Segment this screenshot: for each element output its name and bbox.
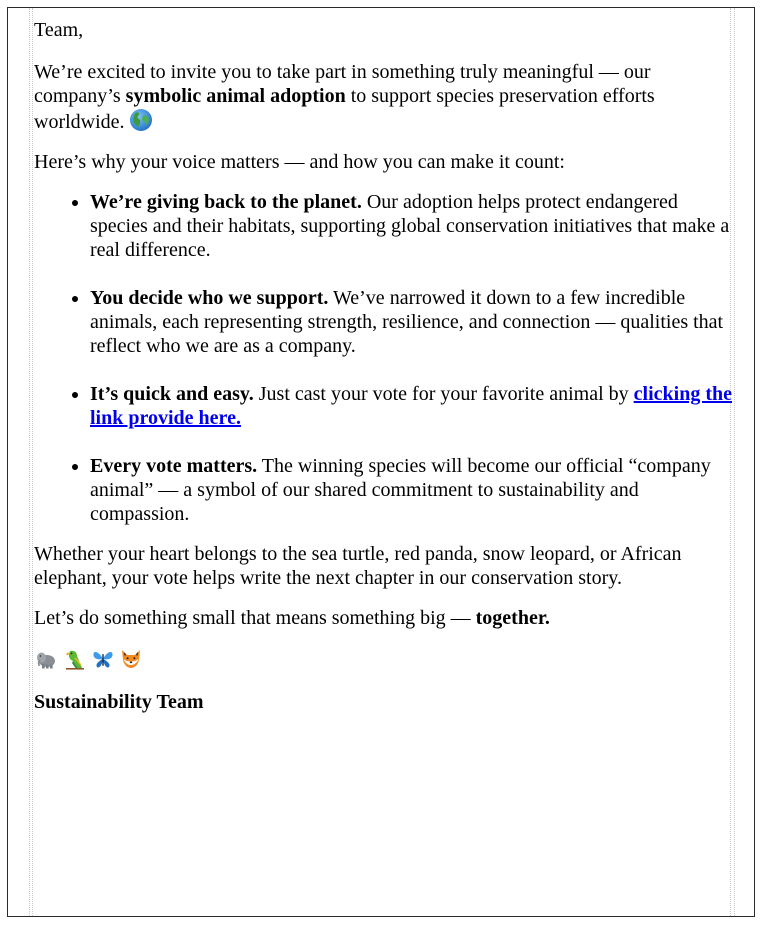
- intro-bold: symbolic animal adoption: [125, 85, 346, 107]
- email-content: [34, 18, 734, 730]
- list-item: [90, 454, 734, 526]
- email-body-frame: [7, 7, 755, 917]
- list-item-bold: Every vote matters.: [90, 455, 258, 477]
- intro-paragraph: [34, 60, 734, 134]
- list-item: [90, 286, 734, 358]
- tagline-text: Let’s do something small that means something big —: [34, 607, 476, 629]
- list-item-text: The winning species will become our official “company animal” — a symbol of our shared commitment to sustainability and compassion.: [90, 455, 711, 525]
- list-item-bold: It’s quick and easy.: [90, 383, 254, 405]
- lead-in-paragraph: Here’s why your voice matters — and how you can make it count:: [34, 151, 565, 173]
- list-item-text: Our adoption helps protect endangered species and their habitats, supporting global conservation initiatives that make a real difference.: [90, 191, 730, 261]
- reasons-list: [34, 190, 734, 526]
- tagline: [34, 606, 734, 630]
- animal-emoji-row: [34, 646, 734, 672]
- intro-text-2: to support species preservation efforts worldwide.: [34, 85, 655, 133]
- globe-icon: [129, 108, 153, 132]
- tagline-bold: together.: [475, 607, 550, 629]
- signature: Sustainability Team: [34, 691, 204, 713]
- intro-text-1: We’re excited to invite you to take part in something truly meaningful — our company’s: [34, 61, 651, 107]
- list-item: [90, 382, 734, 430]
- list-item-text: Just cast your vote for your favorite animal by: [253, 383, 634, 405]
- list-item-bold: We’re giving back to the planet.: [90, 191, 362, 213]
- closing-paragraph: Whether your heart belongs to the sea turtle, red panda, snow leopard, or African elephant, your vote helps write the next chapter in our conservation story.: [34, 543, 682, 589]
- right-guide-line: [734, 8, 735, 916]
- greeting: Team,: [34, 19, 84, 41]
- list-item-text: We’ve narrowed it down to a few incredible animals, each representing strength, resilience, and connection — qualities that reflect who we are as a company.: [90, 287, 724, 357]
- fox-icon: [118, 646, 144, 672]
- list-item-bold: You decide who we support.: [90, 287, 329, 309]
- list-item: [90, 190, 734, 262]
- butterfly-icon: [90, 646, 116, 672]
- left-guide-line: [29, 8, 30, 916]
- elephant-icon: [34, 646, 60, 672]
- parrot-icon: [62, 646, 88, 672]
- left-guide-line-inner: [32, 8, 33, 916]
- vote-link[interactable]: clicking the link provide here.: [90, 383, 732, 429]
